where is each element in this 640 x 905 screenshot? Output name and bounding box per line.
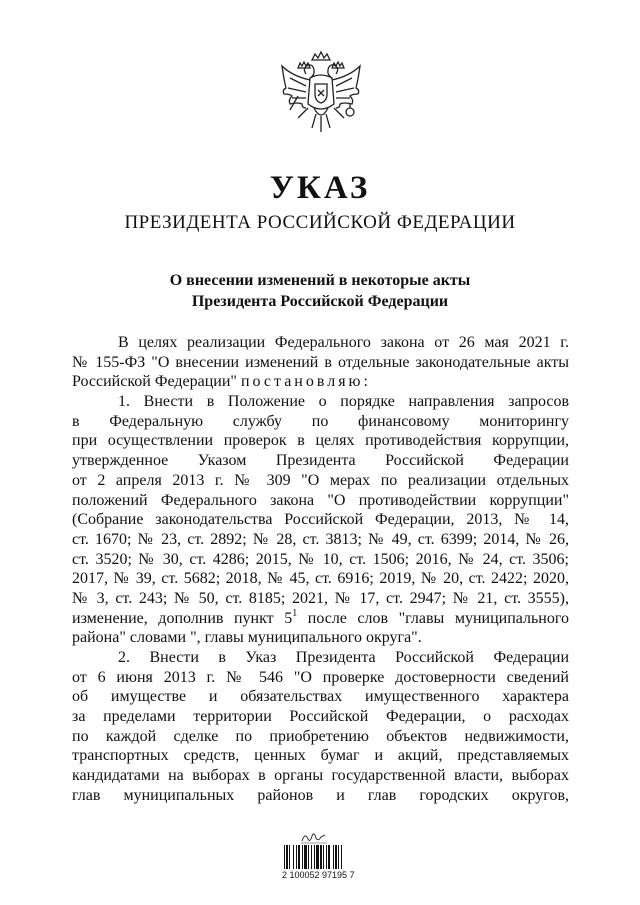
barcode-stripe: [335, 845, 337, 869]
preamble-text: Российской Федерации": [72, 373, 237, 391]
barcode-stripe: [302, 845, 303, 869]
barcode-stripe: [320, 845, 322, 869]
paragraph-line: [72, 609, 569, 629]
barcode-number: 2 100052 97195 7: [282, 870, 355, 880]
paragraph-line: за пределами территории Российской Федерации, о расходах: [72, 708, 569, 726]
barcode-stripe: [289, 845, 290, 869]
decree-body: [72, 333, 569, 806]
paragraph-line: ст. 3520; № 30, ст. 4286; 2015, № 10, ст. 1506; 2016, № 24, ст. 3506;: [72, 550, 569, 568]
barcode-stripe: [293, 845, 294, 869]
barcode: [282, 830, 374, 882]
paragraph-line: (Собрание законодательства Российской Федерации, 2013, № 14,: [72, 511, 569, 529]
barcode-stripe: [333, 845, 334, 869]
preamble-line: № 155-ФЗ "О внесении изменений в отдельные законодательные акты: [72, 353, 569, 371]
paragraph-line: утвержденное Указом Президента Российской Федерации: [72, 452, 569, 470]
paragraph-line: от 6 июня 2013 г. № 546 "О проверке достоверности сведений: [72, 668, 569, 686]
page-title: УКАЗ: [269, 170, 371, 206]
decree-title-line: Президента Российской Федерации: [191, 293, 449, 310]
barcode-stripe: [284, 845, 285, 869]
barcode-stripe: [286, 845, 288, 869]
paragraph-line: № 3, ст. 243; № 50, ст. 8185; 2021, № 17, ст. 2947; № 21, ст. 3555),: [72, 589, 569, 607]
paragraph-line: от 2 апреля 2013 г. № 309 "О мерах по реализации отдельных: [72, 471, 569, 489]
paragraph-line: при осуществлении проверок в целях противодействия коррупции,: [72, 432, 569, 450]
coat-of-arms-icon: [276, 50, 366, 146]
paragraph-line: в Федеральную службу по финансовому мониторингу: [72, 412, 569, 430]
paragraph-line: ст. 1670; № 23, ст. 2892; № 28, ст. 3813; № 49, ст. 6399; 2014, № 26,: [72, 530, 569, 548]
decree-title-line: О внесении изменений в некоторые акты: [169, 272, 471, 289]
preamble-resolution: постановляю:: [240, 373, 371, 391]
paragraph-line: об имуществе и обязательствах имущественного характера: [72, 688, 569, 706]
barcode-stripe: [296, 845, 297, 869]
paragraph-line: положений Федерального закона "О противодействии коррупции": [72, 491, 569, 509]
paragraph-line: транспортных средств, ценных бумаг и акций, представляемых: [72, 747, 569, 765]
barcode-stripe: [341, 845, 342, 869]
decree-title: [0, 270, 640, 312]
superscript: 1: [292, 607, 298, 619]
barcode-stripe: [311, 845, 312, 869]
paragraph-line: по каждой сделке по приобретению объектов недвижимости,: [72, 727, 569, 745]
paragraph-line: 2. Внести в Указ Президента Российской Федерации: [118, 649, 569, 666]
barcode-stripe: [314, 845, 315, 869]
preamble-line: [72, 372, 569, 392]
paragraph-line: района" словами ", главы муниципального округа".: [72, 629, 422, 647]
paragraph-line: 1. Внести в Положение о порядке направления запросов: [118, 393, 569, 411]
paragraph-text: после слов "главы муниципального: [297, 609, 570, 627]
barcode-stripe: [316, 845, 319, 869]
paragraph-line: кандидатами на выборах в органы государственной власти, выборах: [72, 767, 569, 785]
signature-mark: [300, 830, 328, 844]
barcode-stripe: [338, 845, 339, 869]
preamble-line: В целях реализации Федерального закона от 26 мая 2021 г.: [118, 334, 569, 351]
paragraph-line: 2017, № 39, ст. 5682; 2018, № 45, ст. 6916; 2019, № 20, ст. 2422; 2020,: [72, 570, 569, 588]
paragraph-text: изменение, дополнив пункт 5: [72, 609, 293, 627]
paragraph-line: глав муниципальных районов и глав городских округов,: [72, 786, 569, 804]
barcode-stripe: [308, 845, 309, 869]
barcode-stripe: [328, 845, 330, 869]
barcode-stripe: [304, 845, 307, 869]
barcode-stripe: [326, 845, 327, 869]
barcode-stripe: [298, 845, 300, 869]
page-subtitle: ПРЕЗИДЕНТА РОССИЙСКОЙ ФЕДЕРАЦИИ: [124, 212, 516, 233]
barcode-stripe: [323, 845, 324, 869]
barcode-bars: [282, 845, 374, 869]
